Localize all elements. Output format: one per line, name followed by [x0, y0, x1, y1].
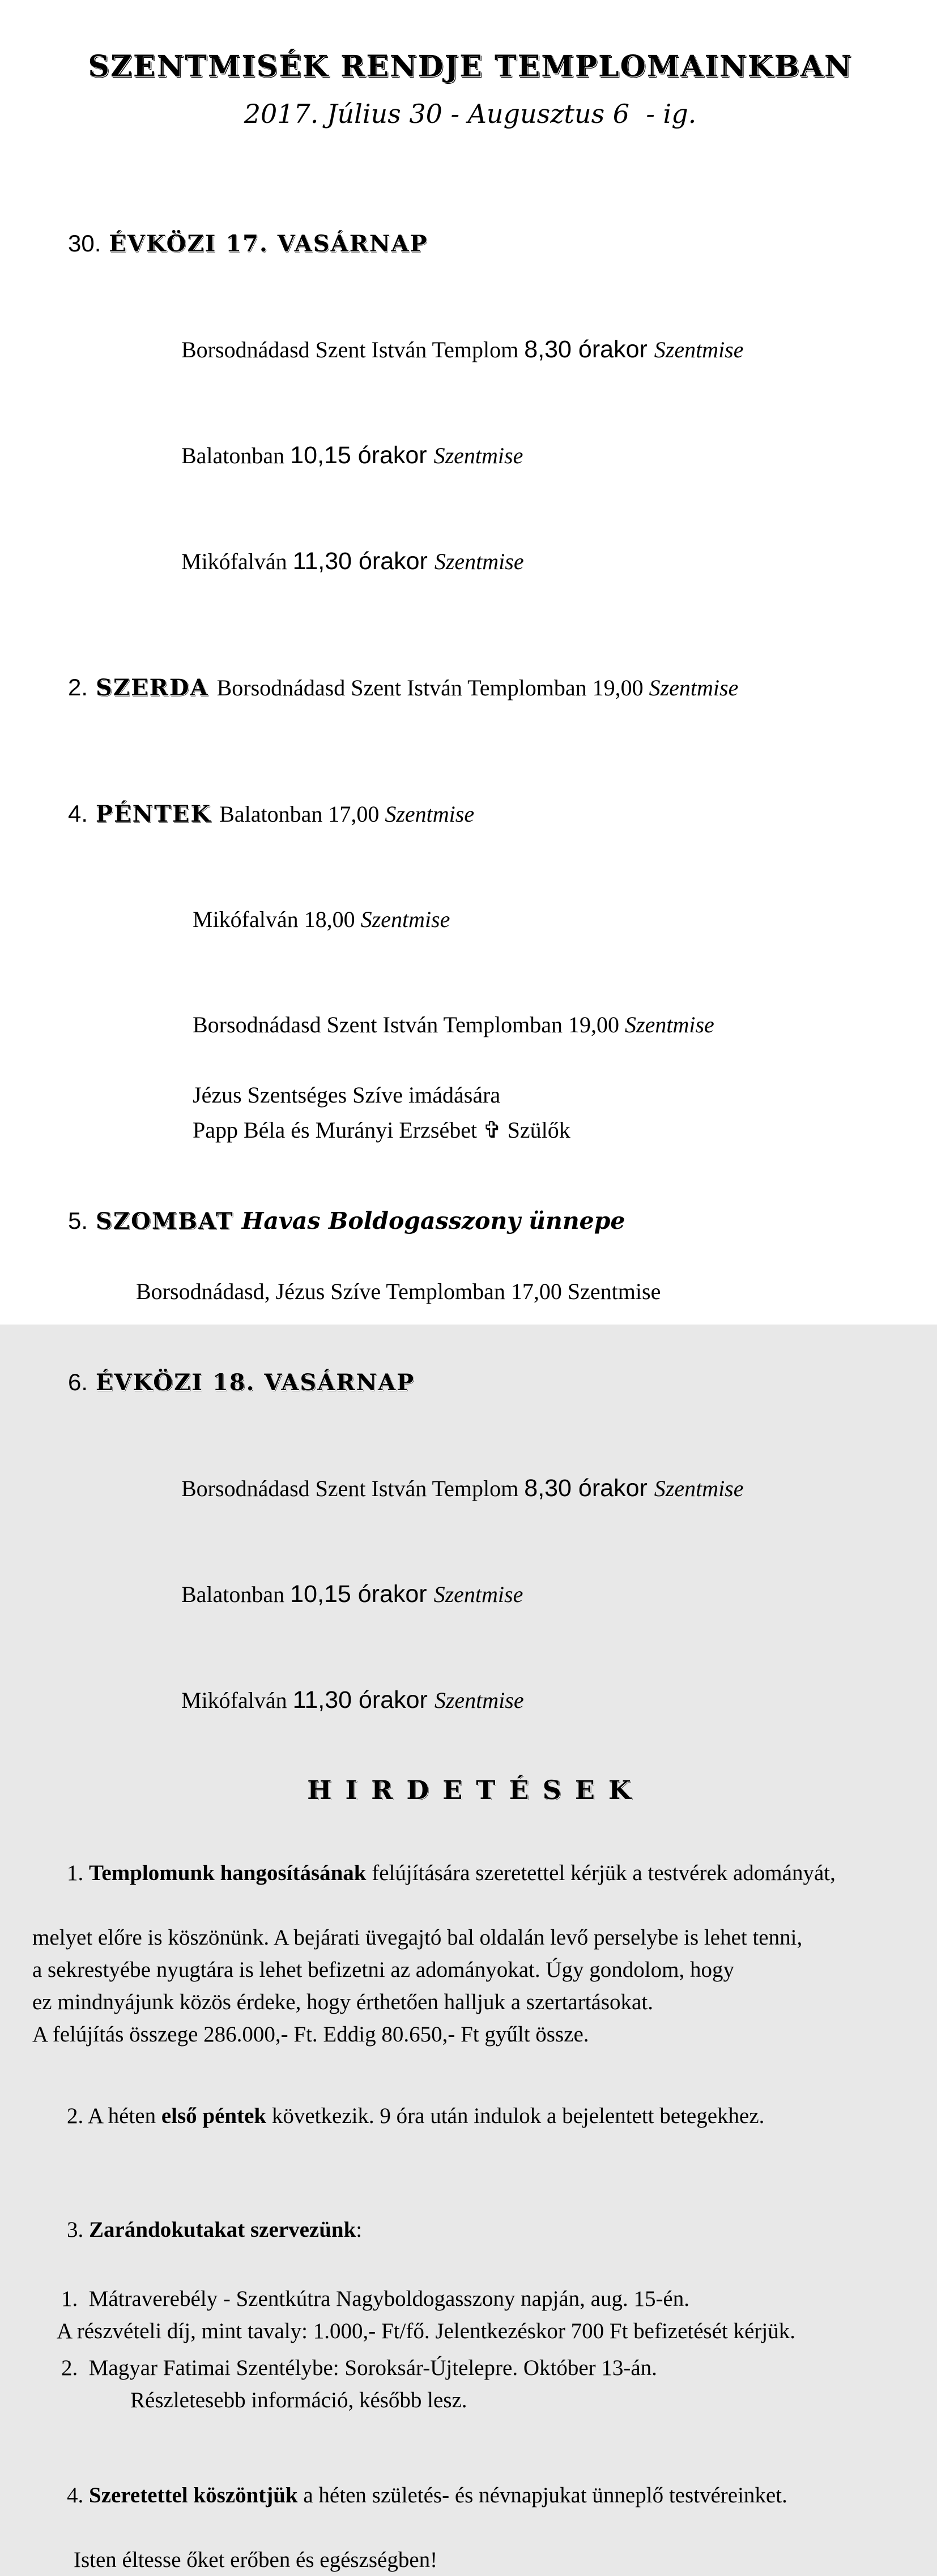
announcement-text: 2. A héten — [67, 2103, 161, 2128]
mass-location: Borsodnádasd Szent István Templomban 19,00 — [216, 674, 649, 700]
mass-time: 11,30 órakor — [292, 1686, 435, 1714]
announcement-topic: Zarándokutakat szervezünk — [89, 2217, 356, 2242]
mass-line — [136, 1436, 918, 1541]
mass-location: Borsodnádasd Szent István Templomban 19,00 — [193, 1011, 625, 1037]
mass-location: Mikófalván 18,00 — [193, 906, 361, 932]
mass-type: Szentmise — [654, 336, 744, 362]
mass-intention: Jézus Szentséges Szíve imádására — [193, 1082, 501, 1108]
announcement-text: : — [356, 2217, 363, 2242]
mass-line — [147, 867, 918, 972]
announcement-1 — [23, 1825, 918, 2050]
mass-line — [147, 972, 918, 1078]
announcement-line — [23, 2447, 918, 2544]
announcement-topic: Szeretettel köszöntjük — [89, 2483, 304, 2507]
mass-location: Balatonban — [181, 442, 291, 468]
mass-location: Mikófalván — [181, 1687, 293, 1713]
announcement-topic: Templomunk hangosításának — [89, 1860, 372, 1885]
announcement-text: felújítására szeretettel kérjük a testvérek adományát, — [372, 1860, 836, 1885]
mass-type: Szentmise — [434, 548, 524, 574]
page-title: SZENTMISÉK RENDJE TEMPLOMAINKBAN — [88, 49, 853, 84]
mass-type: Szentmise — [360, 906, 450, 932]
mass-time: 8,30 órakor — [524, 335, 654, 363]
section-number: 6. — [68, 1368, 88, 1395]
mass-time: 10,15 órakor — [290, 441, 434, 469]
mass-line — [136, 1541, 918, 1647]
announcement-4 — [23, 2447, 918, 2576]
section-heading — [23, 761, 918, 867]
announcements — [23, 1825, 918, 2576]
pilgrimage-item-detail: Részletesebb információ, később lesz. — [130, 2387, 467, 2412]
mass-intention-names: Papp Béla és Murányi Erzsébet ✞ Szülők — [193, 1117, 570, 1143]
schedule-section-wednesday — [23, 635, 918, 741]
mass-line — [136, 297, 918, 403]
schedule-section-friday — [23, 761, 918, 1148]
announcement-line: Isten éltesse őket erőben és egészségben! — [74, 2547, 438, 2572]
schedule-section-sunday-17 — [23, 191, 918, 614]
section-heading — [23, 191, 918, 297]
announcement-number: 3. — [67, 2217, 89, 2242]
section-day-name: ÉVKÖZI 17. VASÁRNAP — [109, 230, 428, 257]
mass-location: Balatonban 17,00 — [219, 801, 385, 827]
section-heading — [23, 1330, 918, 1436]
section-day-name: PÉNTEK — [96, 800, 212, 827]
mass-type: Szentmise — [649, 674, 739, 700]
announcement-topic: első péntek — [161, 2103, 272, 2128]
announcement-line: a sekrestyébe nyugtára is lehet befizetni az adományokat. Úgy gondolom, hogy — [32, 1957, 734, 1982]
section-heading — [23, 635, 918, 741]
section-day-name: ÉVKÖZI 18. VASÁRNAP — [96, 1369, 415, 1396]
mass-line — [136, 403, 918, 509]
pilgrimage-item: 2. Magyar Fatimai Szentélybe: Soroksár-Újtelepre. Október 13-án. — [61, 2355, 657, 2380]
section-day-name: SZERDA — [96, 674, 209, 701]
mass-location: Borsodnádasd Szent István Templom — [181, 336, 525, 362]
section-heading — [23, 1168, 918, 1274]
section-day-name: SZOMBAT — [96, 1207, 234, 1234]
announcement-line: ez mindnyájunk közös érdeke, hogy érthetően halljuk a szertartásokat. — [32, 1989, 653, 2014]
announcement-line — [23, 2181, 918, 2278]
mass-type: Szentmise — [625, 1011, 714, 1037]
announcement-3 — [23, 2181, 918, 2416]
section-number: 4. — [68, 800, 88, 827]
schedule-section-saturday — [23, 1168, 918, 1309]
mass-line: Borsodnádasd, Jézus Szíve Templomban 17,00 Szentmise — [136, 1278, 661, 1304]
mass-schedule — [23, 191, 918, 1753]
section-number: 5. — [68, 1207, 88, 1234]
announcements-heading: H I R D E T É S E K — [307, 1774, 633, 1805]
mass-line — [136, 1647, 918, 1753]
announcement-line — [23, 2067, 918, 2164]
mass-type: Szentmise — [433, 442, 523, 468]
mass-line — [136, 509, 918, 614]
pilgrimage-item-detail: A részvételi díj, mint tavaly: 1.000,- Ft/fő. Jelentkezéskor 700 Ft befizetését kérjük. — [57, 2318, 796, 2343]
section-number: 30. — [68, 229, 101, 257]
feast-name: Havas Boldogasszony ünnepe — [241, 1207, 625, 1234]
announcement-text: következik. 9 óra után indulok a bejelentett betegekhez. — [271, 2103, 765, 2128]
mass-time: 10,15 órakor — [290, 1580, 434, 1608]
mass-type: Szentmise — [654, 1475, 744, 1501]
mass-type: Szentmise — [433, 1581, 523, 1607]
announcement-2 — [23, 2067, 918, 2164]
announcement-line — [23, 1825, 918, 1921]
announcement-number: 1. — [67, 1860, 89, 1885]
schedule-section-sunday-18 — [23, 1330, 918, 1753]
mass-location: Balatonban — [181, 1581, 291, 1607]
mass-location: Borsodnádasd Szent István Templom — [181, 1475, 525, 1501]
announcement-line: A felújítás összege 286.000,- Ft. Eddig 80.650,- Ft gyűlt össze. — [32, 2022, 589, 2047]
mass-type: Szentmise — [385, 801, 475, 827]
section-number: 2. — [68, 673, 88, 700]
mass-time: 8,30 órakor — [524, 1474, 654, 1502]
pilgrimage-item: 1. Mátraverebély - Szentkútra Nagyboldogasszony napján, aug. 15-én. — [61, 2286, 689, 2311]
mass-time: 11,30 órakor — [292, 547, 435, 575]
announcement-number: 4. — [67, 2483, 89, 2507]
mass-type: Szentmise — [434, 1687, 524, 1713]
mass-location: Mikófalván — [181, 548, 293, 574]
announcement-text: a héten születés- és névnapjukat ünneplő testvéreinket. — [303, 2483, 787, 2507]
announcement-line: melyet előre is köszönünk. A bejárati üvegajtó bal oldalán levő perselybe is lehet tenni, — [32, 1925, 803, 1950]
page-subtitle: 2017. Július 30 - Augusztus 6 - ig. — [244, 98, 697, 129]
